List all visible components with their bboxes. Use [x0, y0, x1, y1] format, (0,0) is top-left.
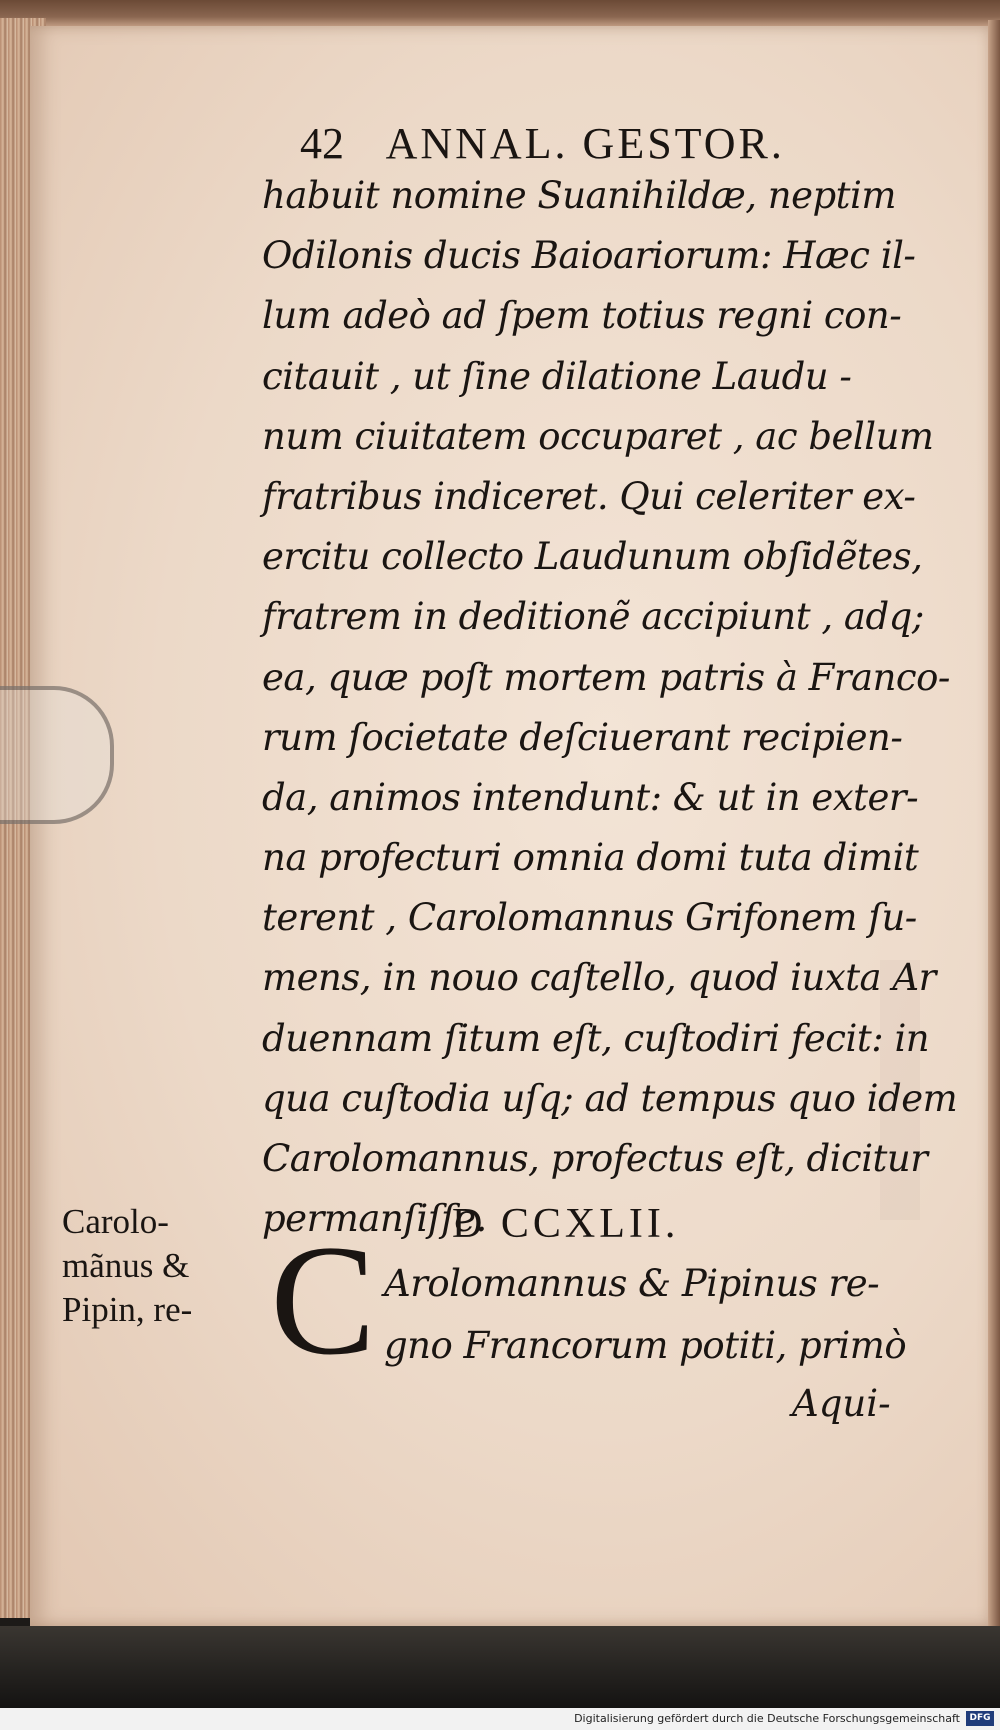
scan-background	[0, 1626, 1000, 1708]
page-clip	[0, 686, 114, 824]
catchword: Aqui-	[792, 1382, 891, 1425]
funding-credit: Digitalisierung gefördert durch die Deutsche Forschungsgemeinschaft	[574, 1712, 960, 1725]
text-line: lum adeò ad ſpem totius regni con-	[262, 294, 902, 338]
section-text	[384, 1254, 944, 1378]
book-top-edge	[0, 0, 1000, 28]
text-line: da, animos intendunt: & ut in exter-	[262, 775, 919, 819]
book-right-edge	[988, 20, 1000, 1630]
text-line: na profecturi omnia domi tuta dimit	[262, 836, 919, 880]
running-header	[300, 118, 920, 169]
text-line: gno Francorum potiti, primò	[384, 1324, 907, 1367]
text-line: fratribus indiceret. Qui celeriter ex-	[262, 474, 916, 518]
text-line: citauit , ut ſine dilatione Laudu -	[262, 354, 852, 398]
text-line: mens, in nouo caſtello, quod iuxta Ar	[262, 956, 936, 1000]
text-line: duennam ſitum eſt, cuſtodiri fecit: in	[262, 1016, 930, 1060]
digitization-footer	[0, 1708, 1000, 1730]
text-line: num ciuitatem occuparet , ac bellum	[262, 414, 934, 458]
text-line: qua cuſtodia uſq; ad tempus quo idem	[262, 1076, 958, 1120]
year-heading: D CCXLII.	[452, 1201, 680, 1247]
marginal-note	[62, 1200, 262, 1332]
running-title: ANNAL. GESTOR.	[385, 119, 785, 168]
text-line: ercitu collecto Laudunum obſidẽtes,	[262, 535, 923, 579]
text-line: permanſiſſe.	[262, 1197, 487, 1241]
text-line: fratrem in deditionẽ accipiunt , adq;	[262, 595, 924, 639]
marginal-line: Pipin, re-	[62, 1290, 193, 1329]
marginal-line: Carolo-	[62, 1202, 169, 1241]
dfg-logo: DFG	[966, 1711, 994, 1726]
text-line: Odilonis ducis Baioariorum: Hæc il-	[262, 234, 916, 278]
text-line: terent , Carolomannus Grifonem ſu-	[262, 896, 917, 940]
body-text	[262, 166, 958, 1249]
decorated-initial: C	[270, 1213, 376, 1388]
text-line: rum ſocietate deſciuerant recipien-	[262, 715, 903, 759]
page-number: 42	[300, 119, 344, 168]
text-line: Arolomannus & Pipinus re-	[384, 1262, 880, 1305]
text-line: Carolomannus, profectus eſt, dicitur	[262, 1137, 928, 1180]
marginal-line: mãnus &	[62, 1246, 190, 1285]
text-line: habuit nomine Suanihildæ, neptim	[262, 174, 896, 217]
text-line: ea, quæ poſt mortem patris à Franco-	[262, 655, 950, 699]
